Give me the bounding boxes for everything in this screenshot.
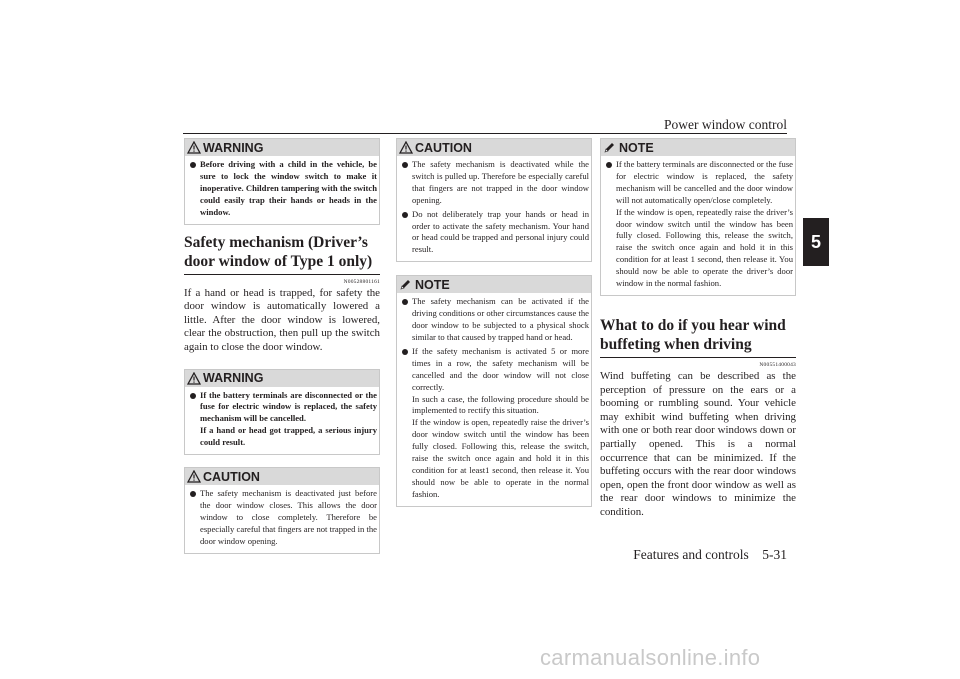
note-continuation: In such a case, the following procedure should be implemented to rectify this situation. bbox=[412, 393, 589, 416]
caution-item: Do not deliberately trap your hands or head in order to activate the safety mechanism. Your hand or head could be trapped and personal injury could result. bbox=[399, 209, 589, 257]
note-box-battery bbox=[600, 138, 796, 296]
body-paragraph: Wind buffeting can be described as the perception of pressure on the ears or a booming or rumbling sound. Your vehicle may exhibit wind buffeting when driving with one or both rear door windows down or partially opened. This is a normal occurrence that can be minimized. If the buffeting occurs with the rear door windows open, open the front door window as well as the rear door windows to minimize the condition. bbox=[600, 369, 796, 518]
bullet-icon bbox=[402, 299, 408, 305]
note-label: NOTE bbox=[415, 277, 450, 292]
caution-header bbox=[397, 139, 591, 156]
caution-triangle-icon bbox=[187, 470, 201, 483]
note-item: If the battery terminals are disconnected or the fuse for electric window is replaced, the safety mechanism will be cancelled and the door window will not automatically open/close completely. bbox=[603, 159, 793, 207]
warning-triangle-icon bbox=[187, 372, 201, 385]
note-pencil-icon bbox=[603, 141, 616, 154]
body-paragraph: If a hand or head is trapped, for safety the door window is automatically lowered a little. After the door window is lowered, clear the obstruction, then pull up the switch again to close the door window. bbox=[184, 286, 380, 353]
caution-item: The safety mechanism is deactivated just before the door window closes. This allows the door window to close completely. Therefore be especially careful that fingers are not trapped in the door window opening. bbox=[187, 488, 377, 548]
caution-label: CAUTION bbox=[203, 469, 260, 484]
bullet-icon bbox=[190, 162, 196, 168]
caution-box-switch bbox=[396, 138, 592, 262]
warning-header bbox=[185, 139, 379, 156]
note-header bbox=[601, 139, 795, 156]
column-2 bbox=[396, 138, 592, 507]
section-title-wind-buffeting: What to do if you hear wind buffeting when driving bbox=[600, 316, 796, 358]
bullet-icon bbox=[606, 162, 612, 168]
note-item: If the safety mechanism is activated 5 or more times in a row, the safety mechanism will be cancelled and the door window will not close correctly. bbox=[399, 346, 589, 394]
warning-box-battery bbox=[184, 369, 380, 456]
section-code: N00551400043 bbox=[759, 361, 796, 368]
caution-header bbox=[185, 468, 379, 485]
bullet-icon bbox=[402, 212, 408, 218]
chapter-tab: 5 bbox=[803, 218, 829, 266]
watermark: carmanualsonline.info bbox=[540, 645, 761, 670]
bullet-icon bbox=[402, 162, 408, 168]
section-title-safety-mechanism: Safety mechanism (Driver’s door window of Type 1 only) bbox=[184, 233, 380, 275]
running-header-title: Power window control bbox=[664, 117, 787, 132]
note-label: NOTE bbox=[619, 140, 654, 155]
header-rule bbox=[183, 133, 787, 134]
warning-header bbox=[185, 370, 379, 387]
bullet-icon bbox=[402, 349, 408, 355]
note-item: The safety mechanism can be activated if the driving conditions or other circumstances cause the door window to be subjected to a physical shock similar to that caused by trapped hand or head. bbox=[399, 296, 589, 344]
caution-label: CAUTION bbox=[415, 140, 472, 155]
warning-item: Before driving with a child in the vehicle, be sure to lock the window switch to make it inoperative. Children tampering with the switch could easily trap their hands or heads in the window. bbox=[187, 159, 377, 219]
caution-triangle-icon bbox=[399, 141, 413, 154]
warning-triangle-icon bbox=[187, 141, 201, 154]
note-continuation: If the window is open, repeatedly raise the driver’s door window switch until the window has been fully closed. Following this, release the switch, raise the switch once again and hold it in this condition for at least1 second, then release it. You should now be able to operate in the normal fashion. bbox=[412, 417, 589, 499]
section-code: N00528801161 bbox=[343, 278, 380, 285]
warning-item: If the battery terminals are disconnected or the fuse for electric window is replaced, the safety mechanism will be cancelled. bbox=[187, 390, 377, 426]
warning-continuation: If a hand or head got trapped, a serious injury could result. bbox=[200, 425, 377, 448]
warning-label: WARNING bbox=[203, 140, 264, 155]
column-3 bbox=[600, 138, 796, 520]
bullet-icon bbox=[190, 393, 196, 399]
caution-item: The safety mechanism is deactivated while the switch is pulled up. Therefore be especially careful that fingers are not trapped in the door window opening. bbox=[399, 159, 589, 207]
caution-box-deactivation bbox=[184, 467, 380, 554]
note-header bbox=[397, 276, 591, 293]
bullet-icon bbox=[190, 491, 196, 497]
running-footer-page: Features and controls 5-31 bbox=[633, 547, 787, 562]
column-1 bbox=[184, 138, 380, 554]
warning-box-child-lock bbox=[184, 138, 380, 225]
note-box-safety bbox=[396, 275, 592, 506]
note-pencil-icon bbox=[399, 278, 412, 291]
warning-label: WARNING bbox=[203, 371, 264, 385]
note-continuation: If the window is open, repeatedly raise the driver’s door window switch until the window has been fully closed. Following this, release the switch, raise the switch once again and hold it in this condition for at least 1 second, then release it. You should now be able to operate the driver’s door window in the normal fashion. bbox=[616, 206, 793, 289]
